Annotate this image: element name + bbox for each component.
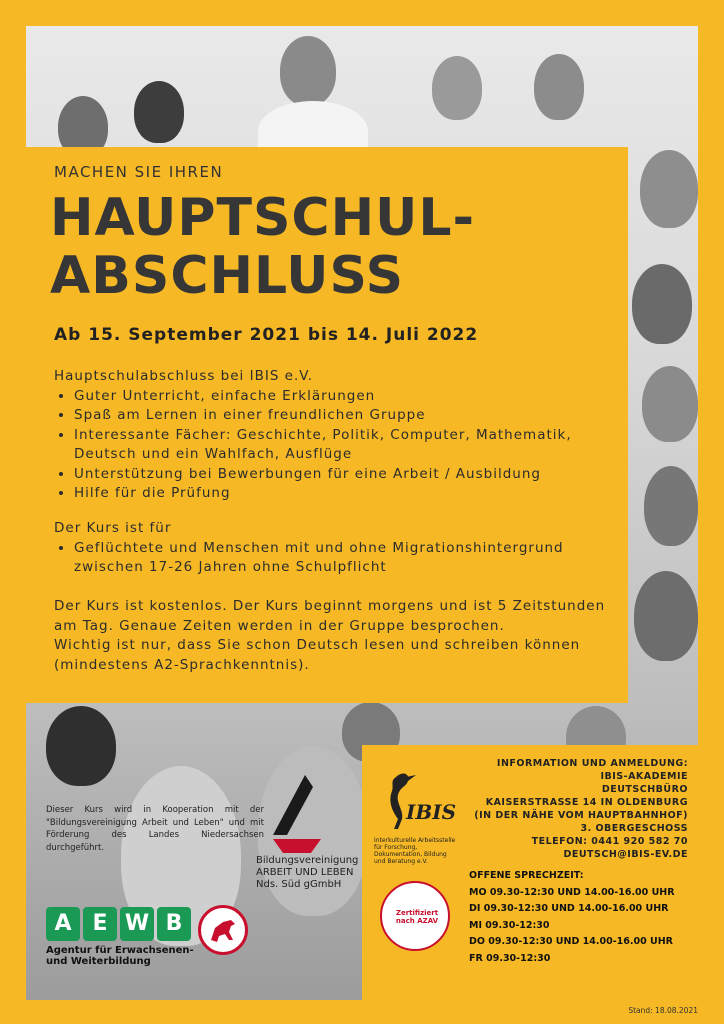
- office-hours: [469, 868, 675, 967]
- details-section: [54, 597, 614, 675]
- benefits-heading: Hauptschulabschluss bei IBIS e.V.: [54, 368, 314, 384]
- certification-text: Zertifiziert nach AZAV: [395, 909, 439, 925]
- info-line: IBIS-AKADEMIE: [600, 771, 688, 782]
- benefits-list: [54, 387, 614, 504]
- audience-heading: Der Kurs ist für: [54, 520, 172, 536]
- bv-line: Bildungsvereinigung: [256, 855, 359, 866]
- aewb-letter: E: [83, 907, 117, 941]
- audience-list: [54, 539, 614, 578]
- office-hours-row: FR 09.30-12:30: [469, 952, 551, 964]
- info-line: DEUTSCH@IBIS-EV.DE: [563, 849, 688, 860]
- cooperation-text: Dieser Kurs wird in Kooperation mit der "Bildungsvereinigung Arbeit und Leben" und mit Förderung des Landes Niedersachsen durchgeführt.: [46, 805, 264, 853]
- info-line: (IN DER NÄHE VOM HAUPTBAHNHOF): [474, 810, 688, 821]
- aewb-letter: A: [46, 907, 80, 941]
- headline-line-2: ABSCHLUSS: [50, 246, 405, 306]
- aewb-logo: [46, 907, 191, 941]
- benefits-section: [54, 367, 614, 504]
- list-item: • Geflüchtete und Menschen mit und ohne Migrationshintergrund zwischen 17-26 Jahren ohne Schulpflicht: [74, 539, 614, 578]
- office-hours-row: MO 09.30-12:30 UND 14.00-16.00 UHR: [469, 886, 675, 898]
- info-line: INFORMATION UND ANMELDUNG:: [496, 758, 688, 769]
- info-line: 3. OBERGESCHOSS: [580, 823, 688, 834]
- list-item: • Guter Unterricht, einfache Erklärungen: [74, 387, 614, 407]
- aewb-caption-line: und Weiterbildung: [46, 956, 151, 967]
- ibis-logo-text: IBIS: [406, 800, 457, 824]
- list-item: • Hilfe für die Prüfung: [74, 484, 614, 504]
- main-text-panel: [26, 147, 628, 703]
- info-line: TELEFON: 0441 920 582 70: [531, 836, 688, 847]
- office-hours-row: DO 09.30-12:30 UND 14.00-16.00 UHR: [469, 936, 673, 947]
- info-line: KAISERSTRASSE 14 IN OLDENBURG: [485, 797, 688, 808]
- course-dates: Ab 15. September 2021 bis 14. Juli 2022: [54, 325, 479, 345]
- list-item: • Unterstützung bei Bewerbungen für eine Arbeit / Ausbildung: [74, 465, 614, 485]
- office-hours-row: DI 09.30-12:30 UND 14.00-16.00 UHR: [469, 903, 669, 914]
- headline: [50, 189, 475, 305]
- info-line: DEUTSCHBÜRO: [601, 784, 688, 795]
- certification-badge-icon: [380, 881, 450, 951]
- list-item: • Interessante Fächer: Geschichte, Politik, Computer, Mathematik, Deutsch und ein Wahlfach, Ausflüge: [74, 426, 614, 465]
- arbeit-und-leben-text: [256, 855, 358, 891]
- ibis-subtitle: Interkulturelle Arbeitsstelle für Forschung, Dokumentation, Bildung und Beratung e.V.: [374, 837, 456, 865]
- horse-icon: [201, 908, 245, 952]
- aewb-caption-line: Agentur für Erwachsenen-: [46, 945, 194, 956]
- aewb-letter: B: [157, 907, 191, 941]
- audience-section: [54, 519, 614, 578]
- bv-line: Nds. Süd gGmbH: [256, 879, 342, 890]
- arbeit-und-leben-logo-icon: [265, 775, 325, 865]
- details-paragraph-1: Der Kurs ist kostenlos. Der Kurs beginnt morgens und ist 5 Zeitstunden am Tag. Genaue Zeiten werden in der Gruppe besprochen.: [54, 598, 606, 634]
- list-item: • Spaß am Lernen in einer freundlichen Gruppe: [74, 406, 614, 426]
- aewb-caption: [46, 945, 194, 967]
- headline-line-1: HAUPTSCHUL-: [50, 188, 476, 248]
- intro-text: MACHEN SIE IHREN: [54, 163, 224, 181]
- date-stamp: Stand: 18.08.2021: [628, 1006, 698, 1015]
- partners-area: [26, 745, 362, 1000]
- contact-info: [474, 757, 688, 861]
- office-hours-row: MI 09.30-12:30: [469, 919, 550, 931]
- info-panel: [362, 745, 698, 1000]
- office-hours-title: OFFENE SPRECHZEIT:: [469, 870, 584, 881]
- details-paragraph-2: Wichtig ist nur, dass Sie schon Deutsch lesen und schreiben können (mindestens A2-Sprachkenntnis).: [54, 637, 581, 673]
- niedersachsen-horse-icon: [198, 905, 248, 955]
- aewb-letter: W: [120, 907, 154, 941]
- bv-line: ARBEIT UND LEBEN: [256, 867, 354, 878]
